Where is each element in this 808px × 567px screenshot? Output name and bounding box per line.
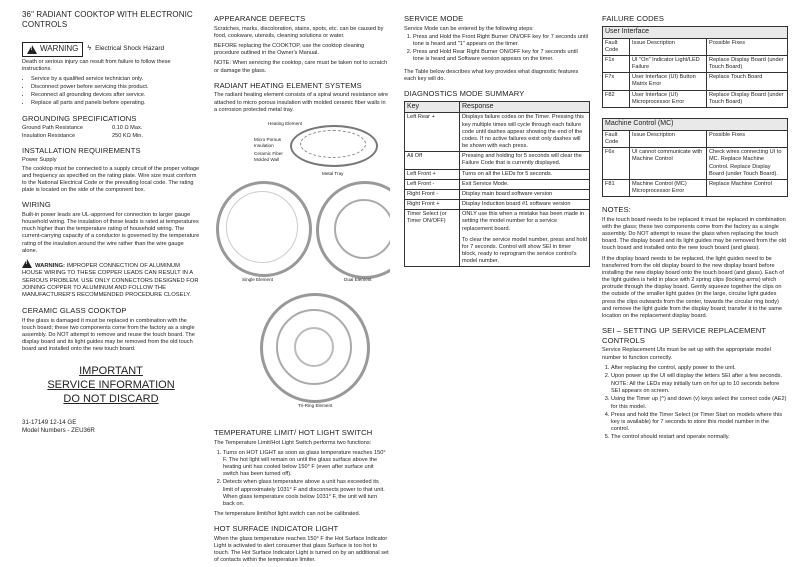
cell: Timer Select (or Timer ON/OFF)	[405, 210, 460, 267]
list-item: • Replace all parts and panels before operating.	[31, 100, 200, 107]
cell: Turns on all the LEDs for 5 seconds.	[460, 169, 590, 179]
cell: F81	[603, 179, 630, 196]
table-row	[405, 179, 590, 189]
wiring-heading: WIRING	[22, 200, 51, 210]
cell-text: To clear the service model number, press and hold for 7 seconds. Control will show SEI in timer block, ready to reprogram the service control's model number.	[462, 236, 587, 265]
table-row	[603, 148, 788, 180]
table-row	[405, 200, 590, 210]
table-row	[603, 179, 788, 196]
warning-triangle-icon	[27, 45, 37, 54]
column-header: Response	[460, 101, 590, 113]
cell: Display main board software version	[460, 189, 590, 199]
cell: Left Rear +	[405, 113, 460, 152]
service-mode-heading: SERVICE MODE	[404, 14, 464, 23]
table-title-row	[603, 26, 788, 38]
figure-caption: Tri-Ring Element	[298, 402, 333, 408]
spec-row: Ground Path Resistance 0.10 Ω Max.	[22, 125, 143, 132]
failure-codes-heading: FAILURE CODES	[602, 14, 665, 23]
cell: UI cannot communicate with Machine Control	[630, 148, 707, 180]
table-row	[603, 73, 788, 90]
footer: 31-17149 12-14 GE Model Numbers - ZEU36R	[22, 418, 95, 434]
column-header: Issue Description	[630, 130, 707, 147]
cell: Displays failure codes on the Timer. Pressing this key multiple times will cycle through each failure code until dashes appear showing the end of the codes. If no active failures exist only dashes will be shown with each press.	[460, 113, 590, 152]
diagnostics-table	[404, 101, 590, 268]
paragraph: Service Mode can be entered by the following steps:	[404, 25, 534, 32]
cell: Left Front -	[405, 179, 460, 189]
table-row	[405, 210, 590, 267]
list-item: • Reconnect all grounding devices after service.	[31, 92, 200, 99]
paragraph: When the glass temperature reaches 150° F the Hot Surface Indicator Light is activated to alert consumer that glass Surface is too hot to touch. The Hot Surface Indicator Light is turned on by an additional set of contacts within the temperature limiter.	[214, 535, 389, 564]
heating-element-figure	[214, 117, 390, 422]
cell: Replace Display Board (under Touch Board)	[707, 55, 788, 72]
column-header: Possible Fixes	[707, 130, 788, 147]
cell: Pressing and holding for 5 seconds will clear the Failure Code that is currently displayed.	[460, 152, 590, 169]
table-row	[405, 189, 590, 199]
paragraph: If the display board needs to be replaced, the light guides need to be transferred from the old display board to the new display board before installing the new display board onto the touch board (and glass). Each of the light guides is held in place with 2 spring clips (locking arms) which protrude through the display board. Gently squeeze together the clips on the outside of the smaller light guides (in the large, circular light guides press the clips outwards from the center, towards the circular ring body) and remove the light guide from the display board; transfer it to the same location on the replacement display board.	[602, 255, 784, 319]
paragraph: The Table below describes what key provides what diagnostic features each key will do.	[404, 68, 579, 82]
column-2	[214, 14, 390, 567]
list-item: • Disconnect power before servicing this product.	[31, 84, 200, 91]
cell: F1x	[603, 55, 630, 72]
paragraph: BEFORE replacing the COOKTOP, use the cooktop cleaning procedure outlined in the Owner's Manual.	[214, 43, 365, 57]
figure-label: Ceramic Fiber Molded Wall	[254, 150, 283, 162]
column-header: Issue Description	[630, 38, 707, 55]
table-title: User Interface	[603, 26, 788, 38]
table-row	[405, 152, 590, 169]
figure-label: Metal Tray	[322, 170, 344, 176]
appearance-defects-heading: APPEARANCE DEFECTS	[214, 14, 306, 23]
cell: Replace Touch Board	[707, 73, 788, 90]
temp-limit-list	[214, 450, 390, 508]
sei-steps	[602, 365, 788, 442]
installation-text: The cooktop must be connected to a supply circuit of the proper voltage and frequency as specified on the rating plate. Wire size must conform to the National Electrical Code or the prevailing local code. The rating plate is located on the side of the component box.	[22, 165, 200, 194]
tri-ring-inner-ring	[294, 327, 334, 367]
cell: Right Front -	[405, 189, 460, 199]
table-row	[405, 169, 590, 179]
table-row	[603, 55, 788, 72]
cell: F6x	[603, 148, 630, 180]
table-row	[603, 90, 788, 107]
cell: UI "On" Indicator Light/LED Failure	[630, 55, 707, 72]
cell: Exit Service Mode.	[460, 179, 590, 189]
wiring-text: Built-in power leads are UL-approved for connection to larger gauge household wiring. The insulation of these leads is rated at temperatures much higher than the temperature rating of household wiring. The current-carrying capacity of a conductor is governed by the temperature rating of the insulation around the wire rather than the wire gauge alone.	[22, 211, 200, 254]
list-item: 2. Press and Hold Rear Right Burner ON/OFF key for 7 seconds until tone is heard and Software version appears on the timer.	[413, 49, 590, 63]
cell: All Off	[405, 152, 460, 169]
list-item: 5. The control should restart and operate normally.	[611, 434, 788, 441]
cell: User Interface (UI) Button Matrix Error	[630, 73, 707, 90]
important-notice: IMPORTANT SERVICE INFORMATION DO NOT DISCARD	[47, 365, 175, 405]
paragraph: Scratches, marks, discoloration, stains, spots, etc. can be caused by food, cookware, utensils, cleaning solutions or water.	[214, 25, 384, 39]
temp-limit-heading: TEMPERATURE LIMIT/ HOT LIGHT SWITCH	[214, 427, 373, 437]
paragraph: NOTE: When servicing the cooktop, care must be taken not to scratch or damage the glass.	[214, 60, 388, 74]
cell: Replace Machine Control	[707, 179, 788, 196]
table-header-row	[405, 101, 590, 113]
paragraph: If the touch board needs to be replaced it must be replaced in combination with the glass; these two components come from the factory as a single assembly. Do NOT attempt to reuse the glass when replacing the touch board. The display board and its light guides may be removed from the old touch board and installed onto the new touch board (and glass).	[602, 216, 786, 252]
service-steps	[404, 34, 590, 64]
cell: Machine Control (MC) Microprocessor Error	[630, 179, 707, 196]
grounding-heading: GROUNDING SPECIFICATIONS	[22, 113, 137, 123]
column-3	[404, 14, 590, 267]
column-header: Fault Code	[603, 130, 630, 147]
spec-row: Insulation Resistance 250 KΩ Min.	[22, 132, 143, 139]
warning-header	[22, 42, 200, 56]
table-title: Machine Control (MC)	[603, 118, 788, 130]
column-1	[22, 10, 200, 434]
list-item: 1. Press and Hold the Front Right Burner ON/OFF key for 7 seconds until tone is heard and "1" appears on the timer.	[413, 34, 590, 48]
page-title: 36" RADIANT COOKTOP WITH ELECTRONIC CONTROLS	[22, 10, 193, 30]
column-4	[602, 14, 788, 444]
user-interface-table	[602, 26, 788, 108]
column-header: Possible Fixes	[707, 38, 788, 55]
figure-caption: Single Element	[242, 276, 273, 282]
ceramic-glass-text: If the glass is damaged it must be replaced in combination with the touch board; these two components come from the factory as a single assembly. Do NOT attempt to remove and reuse the touch board. The display board and its light guides may be removed from the old touch board and installed onto the new touch board.	[22, 317, 195, 353]
step-note: NOTE: All the LEDs may initially turn on for up to 10 seconds before SEI appears on screen.	[611, 381, 780, 395]
heating-element-coil	[300, 130, 366, 158]
table-title-row	[603, 118, 788, 130]
warning-list	[22, 76, 200, 108]
paragraph: The temperature limit/hot light switch can not be calibrated.	[214, 510, 361, 517]
dual-element-inner-ring	[334, 199, 390, 259]
step-text: Upon power up the UI will display the letters SEI after a few seconds.	[611, 372, 783, 379]
radiant-heading: RADIANT HEATING ELEMENT SYSTEMS	[214, 80, 362, 90]
list-item: • Service by a qualified service technician only.	[31, 76, 200, 83]
warning-badge: ! WARNING	[22, 42, 83, 56]
aluminum-warning: !WARNING: IMPROPER CONNECTION OF ALUMINUM HOUSE WIRING TO THESE COPPER LEADS CAN RESULT IN A SERIOUS PROBLEM. USE ONLY CONNECTORS DESIGNED FOR JOINING COPPER TO ALUMINUM AND FOLLOW THE MANUFACTURER'S RECOMMENDED PROCEDURE CLOSELY.	[22, 259, 200, 300]
paragraph: The Temperature Limit/Hot Light Switch performs two functions:	[214, 439, 372, 446]
list-item	[611, 373, 788, 395]
table-header-row	[603, 130, 788, 147]
sei-heading: SEI – SETTING UP SERVICE REPLACEMENT CONTROLS	[602, 326, 766, 345]
radiant-text: The radiant heating element consists of a spiral wound resistance wire attached to micro porous insulation with molded ceramic fiber walls in a corrosion protected metal tray.	[214, 92, 389, 113]
column-header: Key	[405, 101, 460, 113]
table-row	[405, 113, 590, 152]
cell: F82	[603, 90, 630, 107]
figure-label: Micro Porous Insulation	[254, 136, 282, 148]
shock-hazard-icon: ϟ	[87, 45, 92, 53]
column-header: Fault Code	[603, 38, 630, 55]
cell: Replace Display Board (under Touch Board)	[707, 90, 788, 107]
paragraph: Service Replacement UIs must be set up with the appropriate model number to function correctly.	[602, 347, 771, 361]
figure-caption: Dual Element	[344, 276, 372, 282]
cell: Left Front +	[405, 169, 460, 179]
installation-heading: INSTALLATION REQUIREMENTS	[22, 145, 141, 155]
warning-intro: Death or serious injury can result from failure to follow these instructions.	[22, 58, 171, 72]
figure-label: Heating Element	[268, 120, 302, 126]
list-item: 2. Detects when glass temperature above a unit has exceeded its limit of approximately 1031° F and disconnects power to that unit. When glass temperature cools below 1031° F, the unit will turn back on.	[223, 479, 390, 508]
warning-subtitle: Electrical Shock Hazard	[95, 45, 165, 53]
cell: Right Front +	[405, 200, 460, 210]
notes-heading: NOTES:	[602, 205, 631, 215]
single-element-coil	[226, 191, 298, 263]
warning-triangle-icon	[22, 259, 32, 268]
list-item: 4. Press and hold the Timer Select (or Timer Start on models where this key is available) for 7 seconds to store this model number in the control.	[611, 412, 788, 433]
diagnostics-heading: DIAGNOSTICS MODE SUMMARY	[404, 88, 525, 98]
cell-text: ONLY use this when a mistake has been made in setting the model number for a service replacement board.	[462, 211, 584, 232]
cell: Check wires connecting UI to MC. Replace Machine Control. Replace Display Board (under Touch Board).	[707, 148, 788, 180]
table-header-row	[603, 38, 788, 55]
ceramic-glass-heading: CERAMIC GLASS COOKTOP	[22, 305, 127, 315]
list-item: 1. After replacing the control, apply power to the unit.	[611, 365, 788, 372]
cell	[460, 210, 590, 267]
cell: Display Induction board #1 software version	[460, 200, 590, 210]
power-supply-subheading: Power Supply	[22, 157, 57, 164]
cell: User Interface (UI) Microprocessor Error	[630, 90, 707, 107]
hot-light-heading: HOT SURFACE INDICATOR LIGHT	[214, 524, 339, 534]
list-item: 3. Using the Timer up (^) and down (v) keys select the correct code (AE2) for this model.	[611, 396, 788, 410]
cell: F7x	[603, 73, 630, 90]
machine-control-table	[602, 118, 788, 197]
list-item: 1. Turns on HOT LIGHT as soon as glass temperature reaches 150° F. The hot light will remain on until the glass surface above the heating unit has cooled below 150° F (even after surface unit switch has been turned off).	[223, 450, 390, 479]
